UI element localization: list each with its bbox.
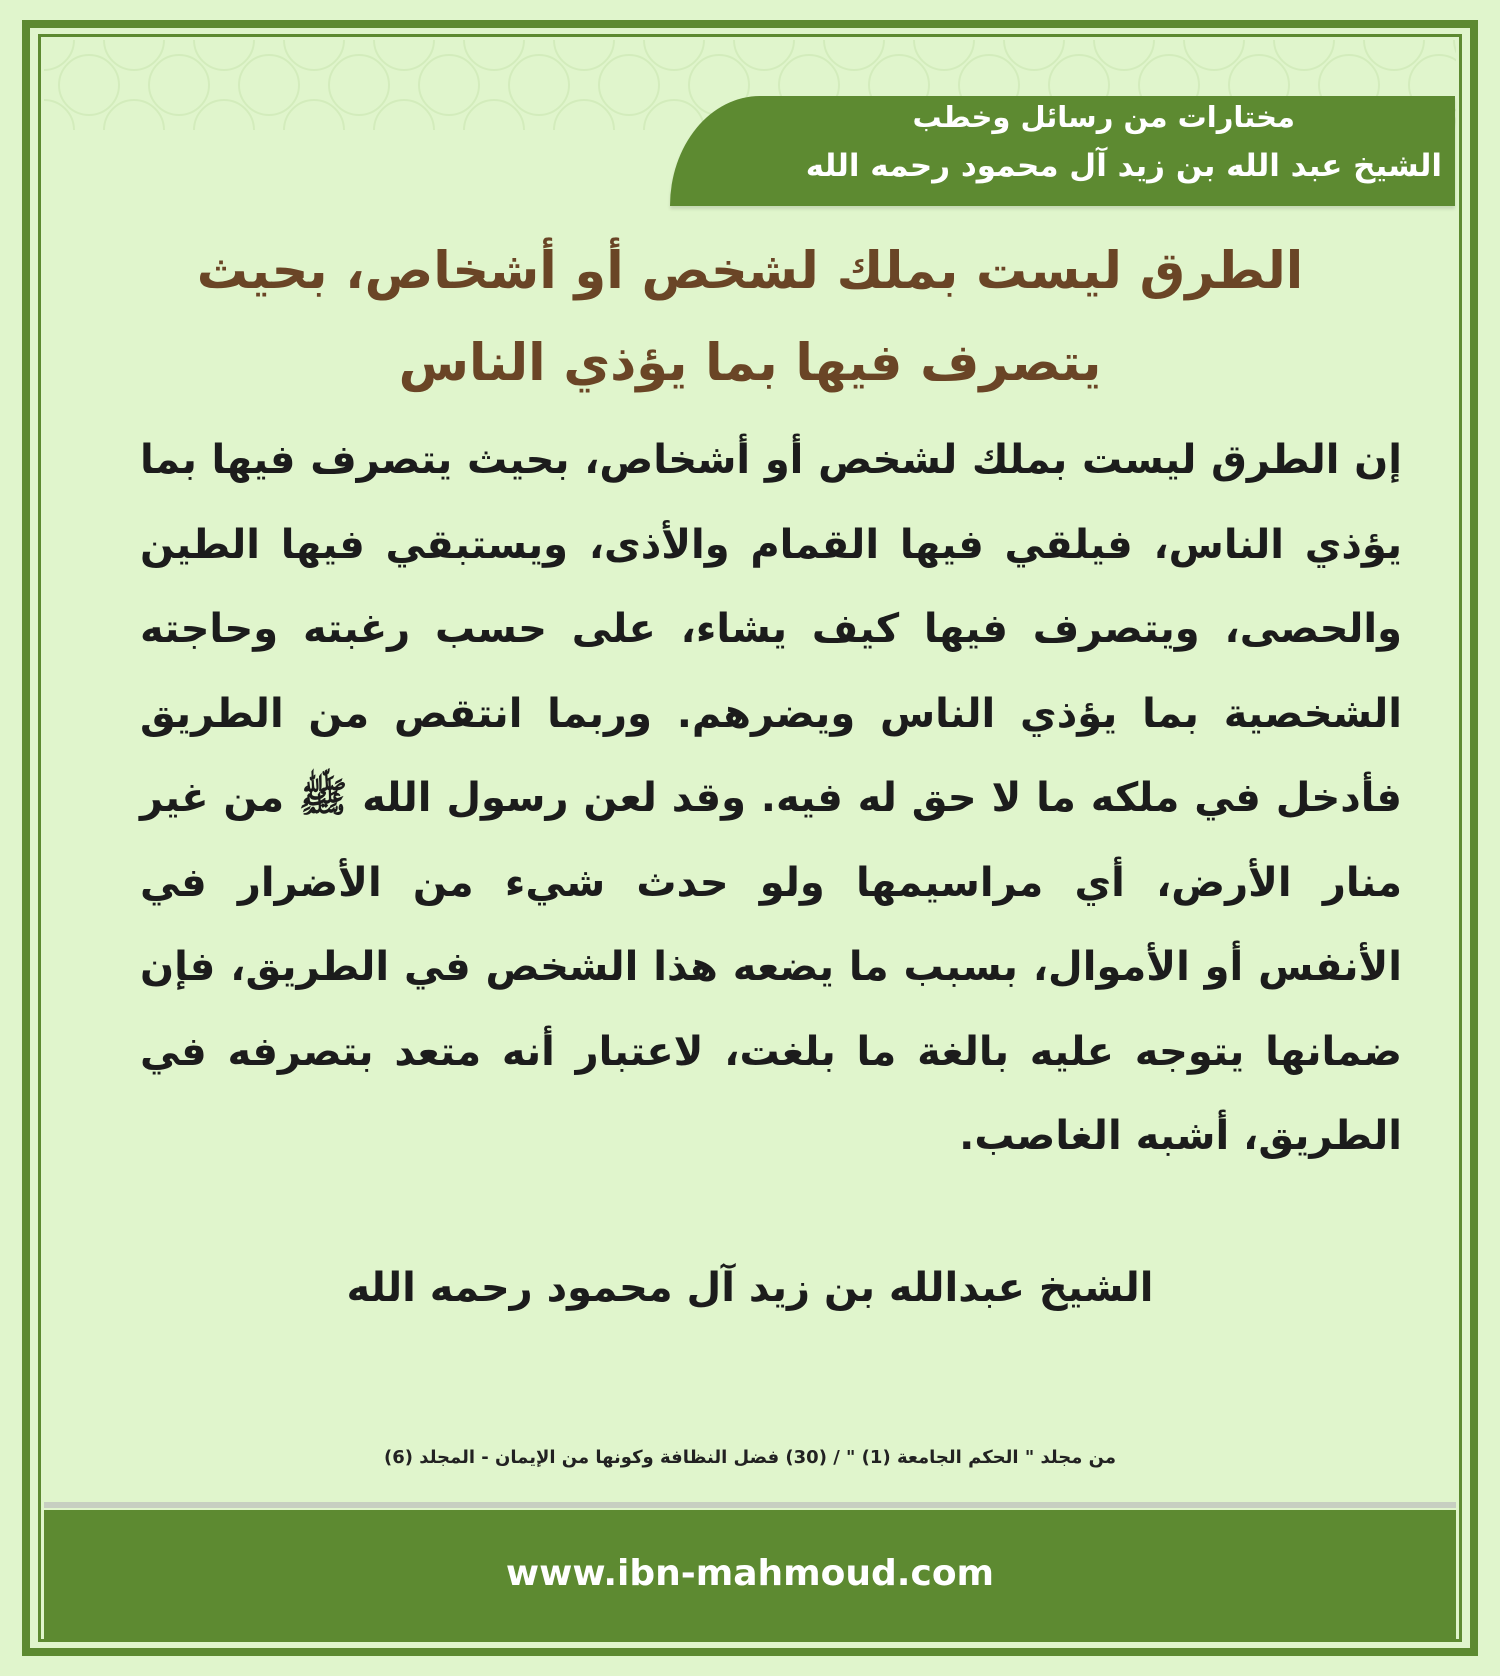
footer-divider (44, 1502, 1456, 1508)
header-series-title: مختارات من رسائل وخطب (912, 100, 1295, 134)
website-link[interactable]: www.ibn-mahmoud.com (505, 1553, 995, 1594)
title-line-2: يتصرف فيها بما يؤذي الناس (398, 334, 1102, 393)
header-author: الشيخ عبد الله بن زيد آل محمود رحمه الله (805, 148, 1442, 184)
body-paragraph: إن الطرق ليست بملك لشخص أو أشخاص، بحيث يتصرف فيها بما يؤذي الناس، فيلقي فيها القمام والأذى، ويستبقي فيها الطين والحصى، ويتصرف فيها كيف يشاء، على حسب رغبته وحاجته الشخصية بما يؤذي الناس ويضرهم. وربما انتقص من الطريق فأدخل في ملكه ما لا حق له فيه. وقد لعن رسول الله ﷺ من غير منار الأرض، أي مراسيمها ولو حدث شيء من الأضرار في الأنفس أو الأموال، بسبب ما يضعه هذا الشخص في الطريق، فإن ضمانها يتوجه عليه بالغة ما بلغت، لاعتبار أنه متعد بتصرفه في الطريق، أشبه الغاصب. (140, 437, 1402, 1159)
title-line-1: الطرق ليست بملك لشخص أو أشخاص، بحيث (196, 242, 1304, 301)
page-title (120, 226, 1380, 410)
source-citation: من مجلد " الحكم الجامعة (1) " / (30) فضل النظافة وكونها من الإيمان - المجلد (6) (384, 1447, 1116, 1468)
signature: الشيخ عبدالله بن زيد آل محمود رحمه الله (346, 1265, 1154, 1311)
